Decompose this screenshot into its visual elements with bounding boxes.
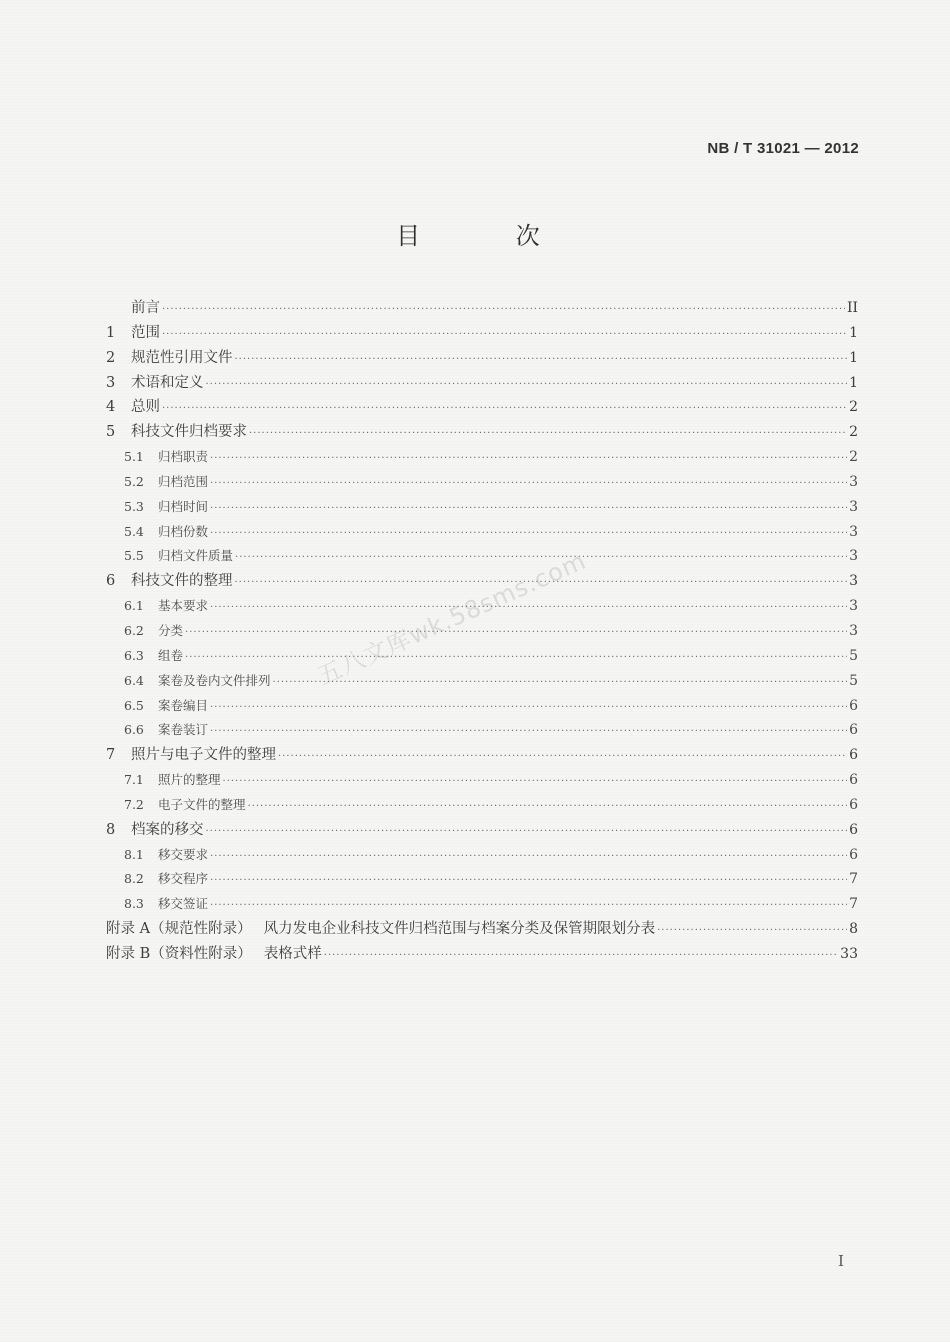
appendix-label: 附录 A（规范性附录） [106, 921, 252, 938]
toc-entry-title: 案卷编目 [158, 697, 209, 713]
toc-entry[interactable] [106, 520, 858, 545]
appendix-page: 33 [840, 945, 858, 962]
toc-leader-dots [185, 621, 847, 646]
toc-entry-page: II [846, 300, 858, 316]
toc-entry-title: 归档份数 [158, 523, 209, 539]
toc-entry-number: 7.2 [124, 796, 144, 812]
toc-entry-number: 8 [106, 821, 116, 838]
appendix-title: 风力发电企业科技文件归档范围与档案分类及保管期限划分表 [263, 921, 656, 938]
toc-leader-dots [162, 397, 847, 422]
toc-entry-page: 7 [849, 871, 858, 888]
toc-entry-title: 案卷装订 [158, 722, 209, 738]
toc-entry-page: 1 [849, 324, 858, 341]
document-code: NB / T 31021 — 2012 [707, 140, 859, 157]
toc-entry[interactable] [106, 669, 858, 694]
toc-entry-number: 5.1 [124, 449, 144, 465]
toc-entry[interactable] [106, 371, 858, 396]
toc-entry-title: 总则 [131, 399, 160, 416]
appendix-title: 表格式样 [263, 945, 322, 962]
toc-entry[interactable] [106, 718, 858, 743]
toc-leader-dots [210, 696, 847, 721]
toc-entry-page: 3 [849, 548, 858, 565]
table-of-contents [106, 296, 858, 967]
toc-entry[interactable] [106, 544, 858, 569]
toc-entry-page: 6 [849, 796, 858, 813]
toc-leader-dots [248, 795, 848, 820]
toc-entry-title: 分类 [158, 622, 184, 638]
toc-entry-title: 电子文件的整理 [158, 796, 246, 812]
toc-entry-number: 6.5 [124, 697, 144, 713]
toc-entry-page: 1 [849, 374, 858, 391]
toc-entry[interactable] [106, 470, 858, 495]
appendix-label: 附录 B（资料性附录） [106, 945, 252, 962]
toc-leader-dots [210, 720, 847, 745]
toc-entry-title: 归档职责 [158, 449, 209, 465]
toc-entry-number: 6.1 [124, 598, 144, 614]
toc-entry-number: 6.4 [124, 672, 144, 688]
toc-entry-page: 5 [849, 672, 858, 689]
toc-entry-page: 6 [849, 821, 858, 838]
toc-leader-dots [278, 745, 847, 770]
toc-entry-title: 归档文件质量 [158, 548, 234, 564]
toc-entry-title: 规范性引用文件 [131, 349, 233, 366]
toc-leader-dots [324, 944, 838, 969]
toc-entry-page: 2 [849, 449, 858, 466]
toc-entry-number: 2 [106, 349, 116, 366]
toc-entry[interactable] [106, 495, 858, 520]
toc-leader-dots [162, 323, 847, 348]
toc-entry-title: 组卷 [158, 647, 184, 663]
toc-entry-title: 移交签证 [158, 896, 209, 912]
toc-entry[interactable] [106, 793, 858, 818]
toc-entry-title: 范围 [131, 324, 160, 341]
toc-leader-dots [210, 447, 847, 472]
toc-entry-title: 归档时间 [158, 498, 209, 514]
toc-entry-page: 3 [849, 622, 858, 639]
toc-entry[interactable] [106, 843, 858, 868]
toc-entry-number: 5.3 [124, 498, 144, 514]
toc-entry-page: 5 [849, 647, 858, 664]
toc-entry[interactable] [106, 867, 858, 892]
toc-entry[interactable] [106, 644, 858, 669]
toc-entry-number: 5 [106, 424, 116, 441]
toc-entry[interactable] [106, 694, 858, 719]
toc-entry[interactable] [106, 445, 858, 470]
toc-entry-number: 3 [106, 374, 116, 391]
toc-entry-title: 档案的移交 [131, 821, 204, 838]
toc-entry[interactable] [106, 321, 858, 346]
toc-entry-number: 8.1 [124, 846, 144, 862]
toc-entry-number: 5.4 [124, 523, 144, 539]
toc-entry[interactable] [106, 818, 858, 843]
toc-entry-title: 照片的整理 [158, 772, 221, 788]
toc-entry[interactable] [106, 420, 858, 445]
toc-entry-number: 6.6 [124, 722, 144, 738]
toc-entry-number: 4 [106, 399, 116, 416]
toc-entry-page: 3 [849, 573, 858, 590]
toc-entry-page: 6 [849, 722, 858, 739]
toc-entry-title: 移交程序 [158, 871, 209, 887]
toc-entry[interactable] [106, 296, 858, 321]
toc-entry-number: 6 [106, 573, 116, 590]
toc-entry-page: 3 [849, 598, 858, 615]
toc-entry[interactable] [106, 619, 858, 644]
toc-entry[interactable] [106, 892, 858, 917]
page-title: 目 次 [396, 222, 584, 250]
toc-entry-page: 2 [849, 399, 858, 416]
toc-entry-number: 8.3 [124, 896, 144, 912]
toc-leader-dots [210, 894, 847, 919]
toc-leader-dots [162, 298, 845, 323]
appendix-page: 8 [849, 921, 858, 938]
toc-entry-number: 7.1 [124, 772, 144, 788]
toc-leader-dots [185, 646, 847, 671]
toc-leader-dots [210, 869, 847, 894]
toc-entry-page: 6 [849, 772, 858, 789]
toc-appendix-entry[interactable] [106, 917, 858, 942]
toc-leader-dots [223, 770, 848, 795]
page-number: I [838, 1252, 844, 1270]
toc-entry-number: 1 [106, 324, 116, 341]
toc-entry-title: 术语和定义 [131, 374, 204, 391]
toc-entry-number: 8.2 [124, 871, 144, 887]
toc-entry-page: 6 [849, 846, 858, 863]
toc-leader-dots [206, 820, 848, 845]
toc-entry-number: 5.2 [124, 473, 144, 489]
toc-entry-page: 3 [849, 498, 858, 515]
toc-entry[interactable] [106, 395, 858, 420]
toc-leader-dots [249, 422, 847, 447]
toc-entry-title: 案卷及卷内文件排列 [158, 672, 271, 688]
toc-leader-dots [210, 845, 847, 870]
toc-entry[interactable] [106, 346, 858, 371]
toc-entry-number: 6.3 [124, 647, 144, 663]
toc-entry-page: 2 [849, 424, 858, 441]
toc-entry-page: 1 [849, 349, 858, 366]
toc-appendix-entry[interactable] [106, 942, 858, 967]
toc-entry-number: 5.5 [124, 548, 144, 564]
toc-leader-dots [210, 497, 847, 522]
toc-entry-page: 7 [849, 896, 858, 913]
watermark: 五八文库wk.58sms.com [313, 546, 591, 691]
toc-entry-title: 前言 [131, 300, 160, 316]
toc-entry-number: 7 [106, 747, 116, 764]
toc-entry-title: 照片与电子文件的整理 [131, 747, 276, 764]
toc-entry-title: 科技文件归档要求 [131, 424, 247, 441]
toc-leader-dots [210, 472, 847, 497]
toc-entry-page: 6 [849, 747, 858, 764]
toc-entry-page: 6 [849, 697, 858, 714]
toc-leader-dots [657, 919, 847, 944]
toc-entry-title: 科技文件的整理 [131, 573, 233, 590]
toc-entry-title: 归档范围 [158, 473, 209, 489]
toc-leader-dots [210, 522, 847, 547]
toc-entry[interactable] [106, 768, 858, 793]
toc-entry[interactable] [106, 743, 858, 768]
toc-entry-page: 3 [849, 473, 858, 490]
toc-entry-title: 基本要求 [158, 598, 209, 614]
toc-entry-page: 3 [849, 523, 858, 540]
toc-leader-dots [206, 373, 848, 398]
toc-entry-number: 6.2 [124, 622, 144, 638]
toc-entry-title: 移交要求 [158, 846, 209, 862]
toc-leader-dots [235, 348, 848, 373]
